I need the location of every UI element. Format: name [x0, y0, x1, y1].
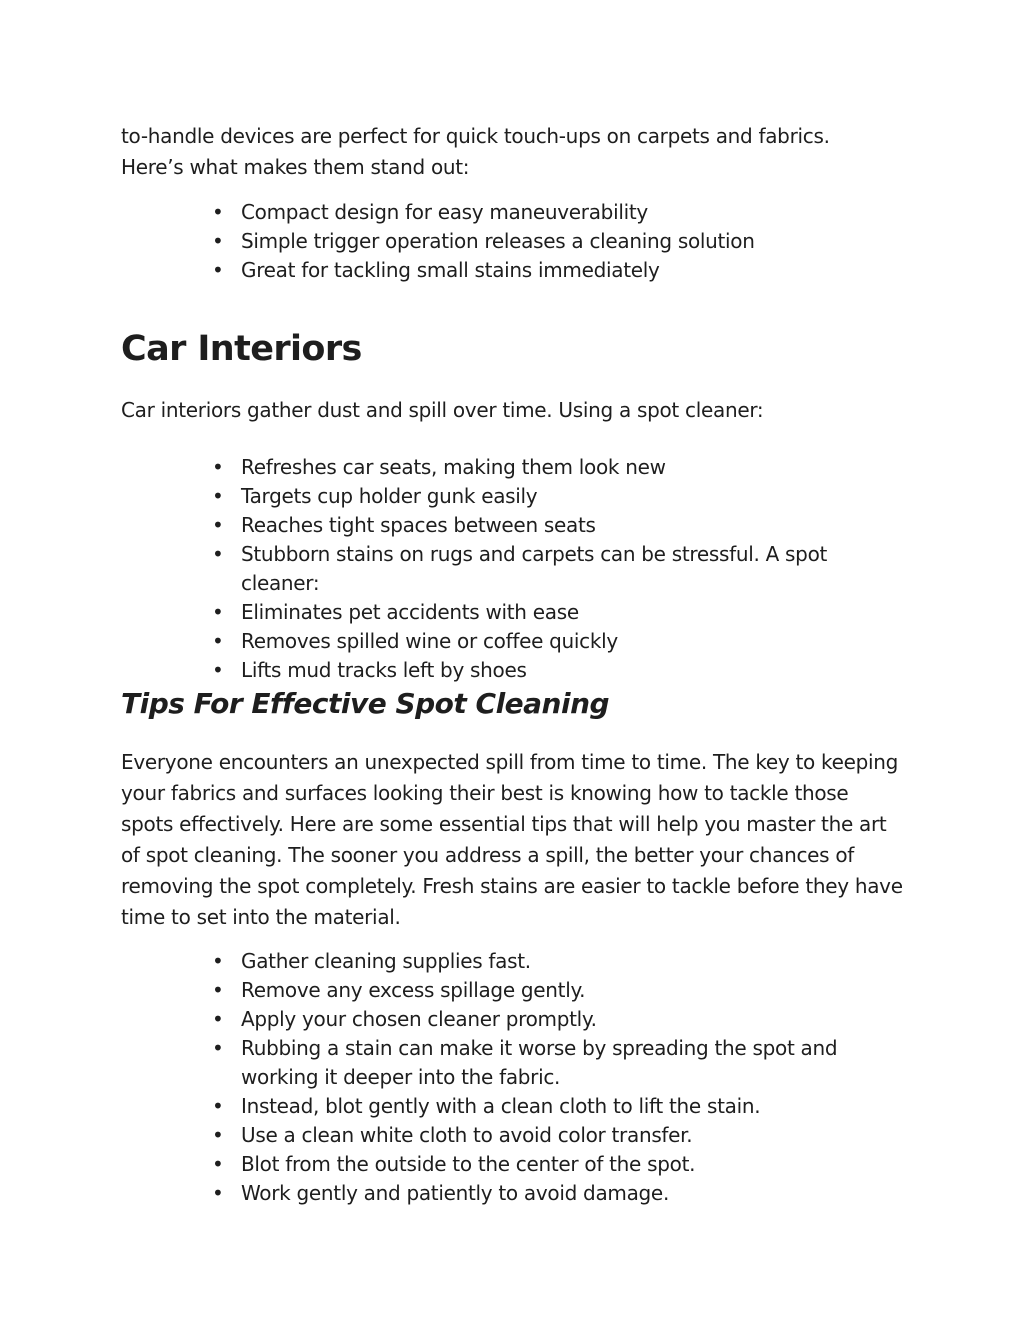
list-item: • Refreshes car seats, making them look new [241, 453, 911, 482]
list-item: • Lifts mud tracks left by shoes [241, 656, 911, 685]
list-item: • Simple trigger operation releases a cleaning solution [241, 227, 911, 256]
list-item: • Removes spilled wine or coffee quickly [241, 627, 911, 656]
list-item: • Eliminates pet accidents with ease [241, 598, 911, 627]
section-heading-car-interiors: Car Interiors [121, 329, 362, 369]
bullet-icon: • [212, 1181, 224, 1205]
bullet-icon: • [212, 949, 224, 973]
bullet-icon: • [212, 542, 224, 566]
bullet-icon: • [212, 1094, 224, 1118]
intro-paragraph: to-handle devices are perfect for quick touch-ups on carpets and fabrics. Here’s what makes them stand out: [121, 124, 830, 179]
list-item: • Use a clean white cloth to avoid color transfer. [241, 1121, 911, 1150]
bullet-icon: • [212, 658, 224, 682]
list-item: • Instead, blot gently with a clean cloth to lift the stain. [241, 1092, 911, 1121]
document-page [121, 121, 911, 1208]
car-interiors-bullet-list [121, 453, 911, 685]
bullet-icon: • [212, 258, 224, 282]
bullet-icon: • [212, 200, 224, 224]
bullet-icon: • [212, 629, 224, 653]
bullet-icon: • [212, 1007, 224, 1031]
list-item: • Great for tackling small stains immediately [241, 256, 911, 285]
list-item: • Remove any excess spillage gently. [241, 976, 911, 1005]
list-item: • Compact design for easy maneuverability [241, 198, 911, 227]
bullet-icon: • [212, 600, 224, 624]
list-item: • Gather cleaning supplies fast. [241, 947, 911, 976]
bullet-icon: • [212, 513, 224, 537]
intro-bullet-list [121, 198, 911, 285]
bullet-icon: • [212, 484, 224, 508]
tips-bullet-list [121, 947, 911, 1208]
list-item: • Targets cup holder gunk easily [241, 482, 911, 511]
list-item: • Rubbing a stain can make it worse by spreading the spot and working it deeper into the fabric. [212, 1036, 838, 1089]
car-interiors-paragraph: Car interiors gather dust and spill over time. Using a spot cleaner: [121, 398, 764, 422]
bullet-icon: • [212, 1036, 224, 1060]
bullet-icon: • [212, 455, 224, 479]
bullet-icon: • [212, 1152, 224, 1176]
bullet-icon: • [212, 978, 224, 1002]
section-heading-tips: Tips For Effective Spot Cleaning [121, 687, 610, 720]
tips-paragraph: Everyone encounters an unexpected spill from time to time. The key to keeping your fabrics and surfaces looking their best is knowing how to tackle those spots effectively. Here are some essential tips that will help you master the art of spot cleaning. The sooner you address a spill, the better your chances of removing the spot completely. Fresh stains are easier to tackle before they have time to set into the material. [121, 750, 903, 929]
bullet-icon: • [212, 1123, 224, 1147]
list-item: • Apply your chosen cleaner promptly. [241, 1005, 911, 1034]
list-item: • Reaches tight spaces between seats [241, 511, 911, 540]
list-item: • Stubborn stains on rugs and carpets can be stressful. A spot cleaner: [212, 542, 828, 595]
bullet-icon: • [212, 229, 224, 253]
list-item: • Work gently and patiently to avoid damage. [241, 1179, 911, 1208]
list-item: • Blot from the outside to the center of the spot. [241, 1150, 911, 1179]
